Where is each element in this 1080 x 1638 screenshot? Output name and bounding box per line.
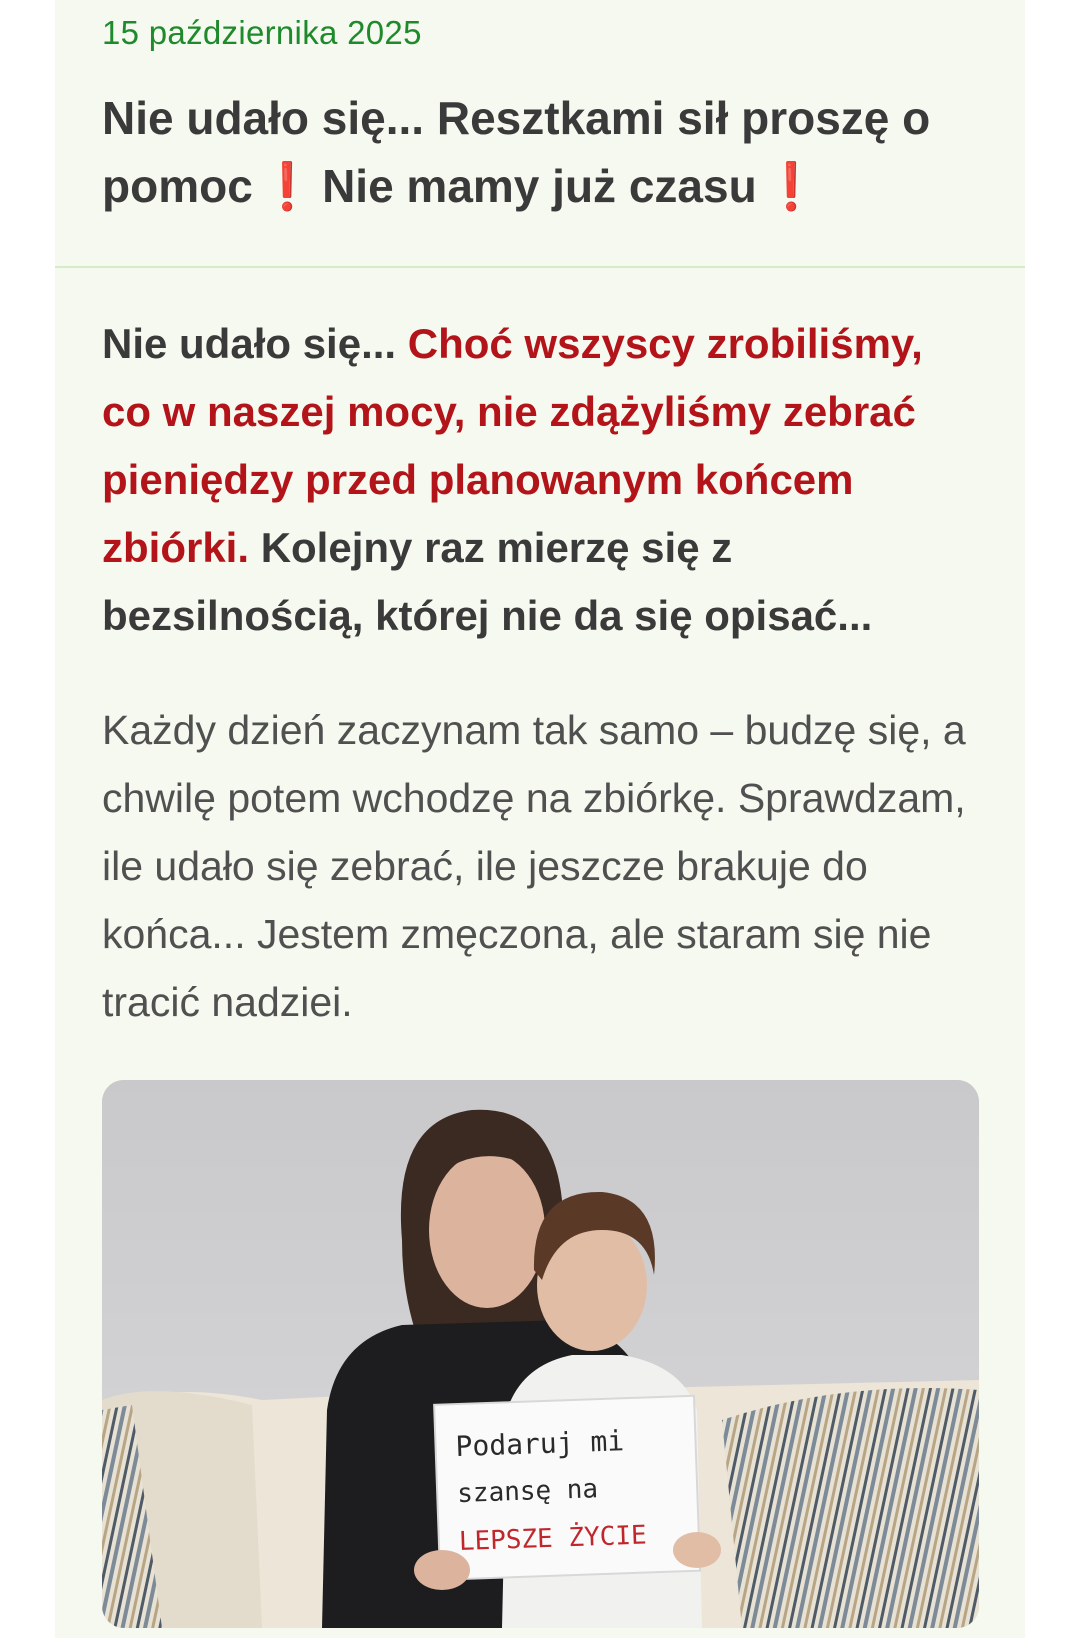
- article-date: 15 października 2025: [102, 14, 422, 51]
- woman-face: [429, 1152, 545, 1308]
- lead-highlight: Choć wszyscy zrobiliśmy, co w naszej mocy, nie zdążyliśmy zebrać pieniędzy przed planowanym końcem zbiórki.: [102, 320, 923, 571]
- pillow-right: [722, 1388, 979, 1628]
- sign-line-3: LEPSZE ŻYCIE: [458, 1520, 648, 1558]
- article-title[interactable]: [102, 84, 982, 220]
- title-text-part1: Nie udało się... Resztkami sił proszę o pomoc: [102, 92, 931, 212]
- lead-intro: Nie udało się...: [102, 320, 408, 367]
- article-card: [55, 0, 1025, 1638]
- title-text-part2: Nie mamy już czasu: [322, 160, 757, 212]
- lead-rest: Kolejny raz mierzę się z bezsilnością, której nie da się opisać...: [102, 524, 873, 639]
- handwritten-sign: [434, 1396, 700, 1580]
- hand-right: [673, 1532, 721, 1568]
- exclamation-icon: ❗: [762, 160, 820, 212]
- lead-paragraph: [102, 310, 982, 650]
- exclamation-icon: ❗: [258, 160, 317, 212]
- sign-line-2: szansę na: [456, 1474, 599, 1510]
- article-photo[interactable]: [102, 1080, 979, 1628]
- body-paragraph: Każdy dzień zaczynam tak samo – budzę się, a chwilę potem wchodzę na zbiórkę. Sprawdzam, ile udało się zebrać, ile jeszcze brakuje do końca... Jestem zmęczona, ale staram się nie tracić nadziei.: [102, 707, 966, 1025]
- divider: [55, 266, 1025, 268]
- sign-line-1: Podaruj mi: [455, 1424, 625, 1464]
- photo-illustration: [102, 1080, 979, 1628]
- hand-left: [414, 1550, 470, 1590]
